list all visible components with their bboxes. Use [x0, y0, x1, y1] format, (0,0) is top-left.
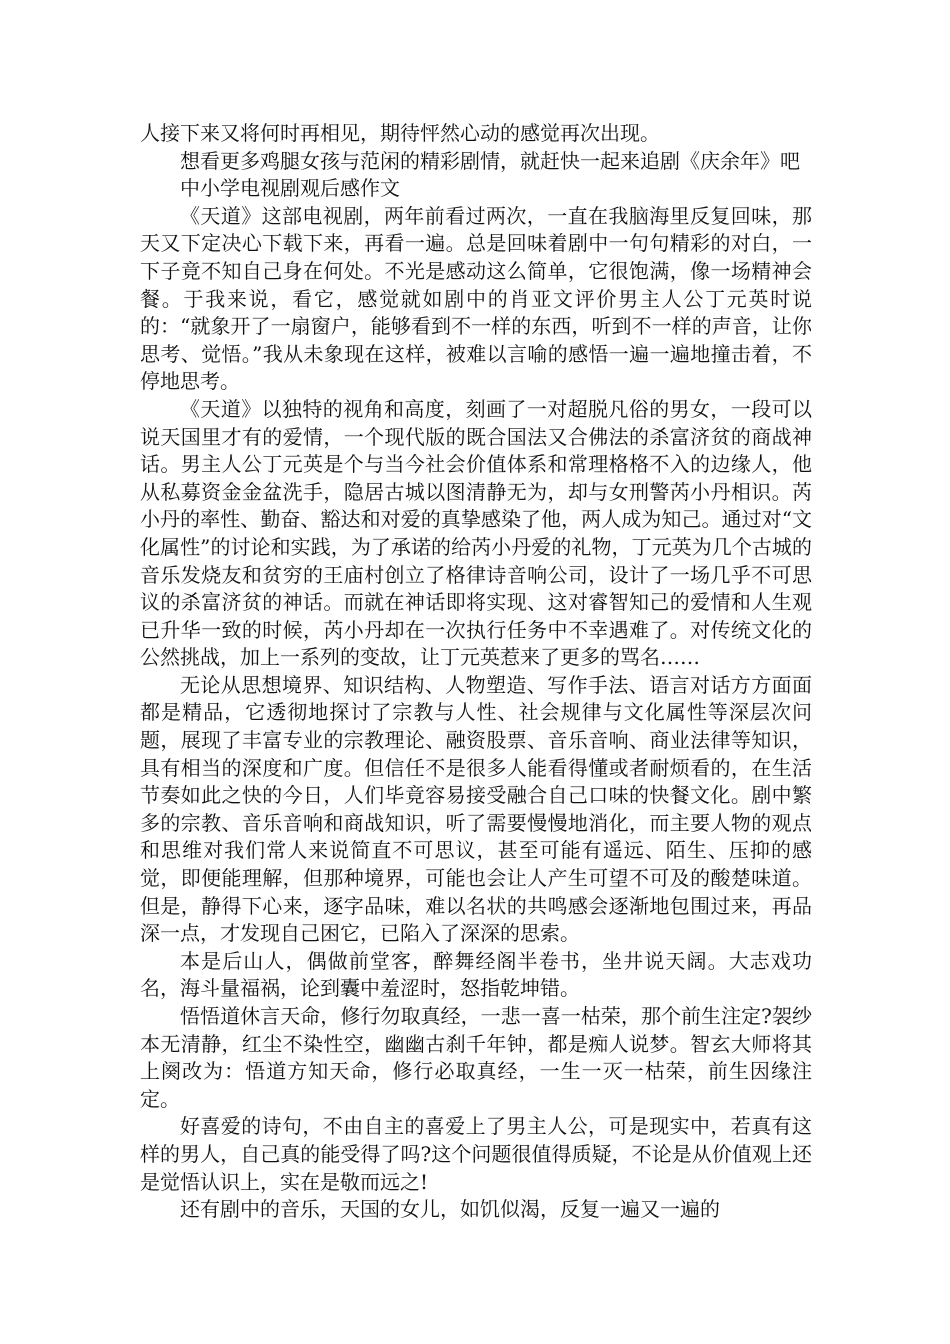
paragraph: 好喜爱的诗句，不由自主的喜爱上了男主人公，可是现实中，若真有这样的男人，自己真的能受得了吗?这个问题很值得质疑，不论是从价值观上还是觉悟认识上，实在是敬而远之!	[140, 1114, 812, 1194]
paragraph-poem: 本是后山人，偶做前堂客，醉舞经阁半卷书，坐井说天阔。大志戏功名，海斗量福祸，论到囊中羞涩时，怒指乾坤错。	[140, 948, 812, 1001]
section-heading: 中小学电视剧观后感作文	[180, 176, 400, 201]
paragraph: 无论从思想境界、知识结构、人物塑造、写作手法、语言对话方方面面都是精品，它透彻地探讨了宗教与人性、社会规律与文化属性等深层次问题，展现了丰富专业的宗教理论、融资股票、音乐音响、商业法律等知识，具有相当的深度和广度。但信任不是很多人能看得懂或者耐烦看的，在生活节奏如此之快的今日，人们毕竟容易接受融合自己口味的快餐文化。剧中繁多的宗教、音乐音响和商战知识，听了需要慢慢地消化，而主要人物的观点和思维对我们常人来说简直不可思议，甚至可能有遥远、陌生、压抑的感觉，即便能理解，但那种境界，可能也会让人产生可望不可及的酸楚味道。但是，静得下心来，逐字品味，难以名状的共鸣感会逐渐地包围过来，再品深一点，才发现自己困它，已陷入了深深的思索。	[140, 672, 812, 946]
paragraph-continuation: 人接下来又将何时再相见，期待怦然心动的感觉再次出现。	[140, 121, 660, 145]
paragraph: 还有剧中的音乐，天国的女儿，如饥似渴，反复一遍又一遍的	[180, 1197, 720, 1222]
paragraph-poem: 悟悟道休言天命，修行勿取真经，一悲一喜一枯荣，那个前生注定?袈纱本无清静，红尘不染性空，幽幽古刹千年钟，都是痴人说梦。智玄大师将其上阕改为：悟道方知天命，修行必取真经，一生一灭一枯荣，前生因缘注定。	[140, 1004, 812, 1111]
paragraph-promo: 想看更多鸡腿女孩与范闲的精彩剧情，就赶快一起来追剧《庆余年》吧	[180, 148, 800, 173]
article-body	[140, 120, 812, 1224]
paragraph: 《天道》以独特的视角和高度，刻画了一对超脱凡俗的男女，一段可以说天国里才有的爱情，一个现代版的既合国法又合佛法的杀富济贫的商战神话。男主人公丁元英是个与当今社会价值体系和常理格格不入的边缘人，他从私募资金金盆洗手，隐居古城以图清静无为，却与女刑警芮小丹相识。芮小丹的率性、勤奋、豁达和对爱的真挚感染了他，两人成为知己。通过对“文化属性”的讨论和实践，为了承诺的给芮小丹爱的礼物，丁元英为几个古城的音乐发烧友和贫穷的王庙村创立了格律诗音响公司，设计了一场几乎不可思议的杀富济贫的神话。而就在神话即将实现、这对睿智知己的爱情和人生观已升华一致的时候，芮小丹却在一次执行任务中不幸遇难了。对传统文化的公然挑战，加上一系列的变故，让丁元英惹来了更多的骂名……	[140, 396, 812, 670]
paragraph: 《天道》这部电视剧，两年前看过两次，一直在我脑海里反复回味，那天又下定决心下载下来，再看一遍。总是回味着剧中一句句精彩的对白，一下子竟不知自己身在何处。不光是感动这么简单，它很饱满，像一场精神会餐。于我来说，看它，感觉就如剧中的肖亚文评价男主人公丁元英时说的：“就象开了一扇窗户，能够看到不一样的东西，听到不一样的声音，让你思考、觉悟。”我从未象现在这样，被难以言喻的感悟一遍一遍地撞击着，不停地思考。	[140, 203, 812, 394]
